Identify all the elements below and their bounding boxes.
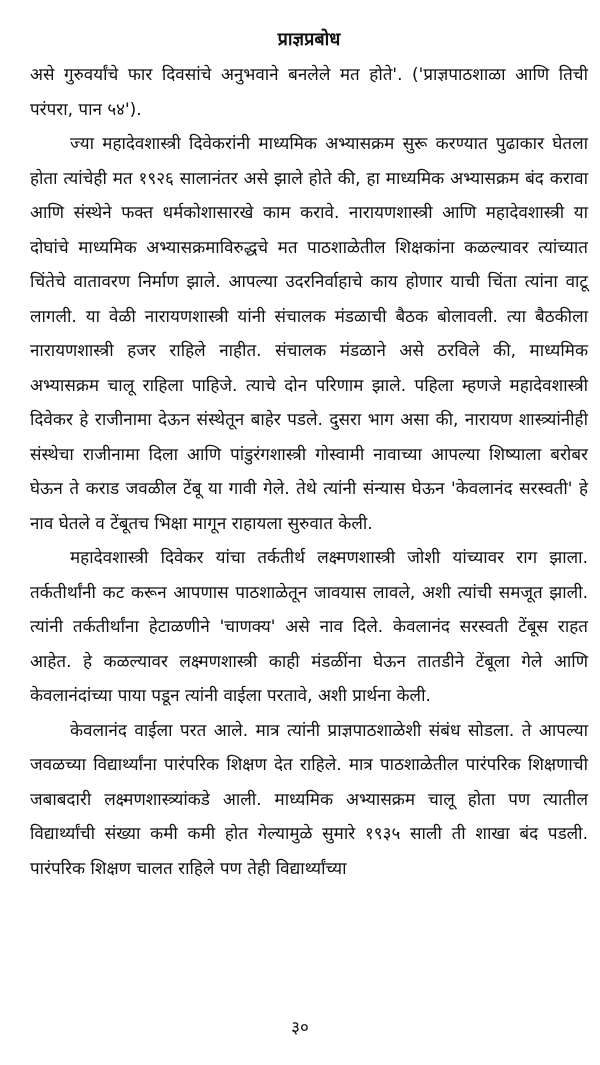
running-head: प्राज्ञप्रबोध bbox=[277, 29, 341, 50]
body-text bbox=[30, 58, 588, 886]
page-number: ३० bbox=[291, 1018, 309, 1038]
paragraph-kevalanand-return: केवलानंद वाईला परत आले. मात्र त्यांनी प्राज्ञपाठशाळेशी संबंध सोडला. ते आपल्या जवळच्या विद्यार्थ्यांना पारंपरिक शिक्षण देत राहिले. मात्र पाठशाळेतील पारंपरिक शिक्षणाची जबाबदारी लक्ष्मणशास्त्र्यांकडे आली. माध्यमिक अभ्यासक्रम चालू होता पण त्यातील विद्यार्थ्यांची संख्या कमी कमी होत गेल्यामुळे सुमारे १९३५ साली ती शाखा बंद पडली. पारंपरिक शिक्षण चालत राहिले पण तेही विद्यार्थ्यांच्या bbox=[30, 720, 588, 879]
paragraph-tarkatirtha: महादेवशास्त्री दिवेकर यांचा तर्कतीर्थ लक्ष्मणशास्त्री जोशी यांच्यावर राग झाला. तर्कतीर्थांनी कट करून आपणास पाठशाळेतून जावयास लावले, अशी त्यांची समजूत झाली. त्यांनी तर्कतीर्थांना हेटाळणीने 'चाणक्य' असे नाव दिले. केवलानंद सरस्वती टेंबूस राहत आहेत. हे कळल्यावर लक्ष्मणशास्त्री काही मंडळींना घेऊन तातडीने टेंबूला गेले आणि केवलानंदांच्या पाया पडून त्यांनी वाईला परतावे, अशी प्रार्थना केली. bbox=[30, 548, 588, 706]
paragraph-mahadevshastri-view: ज्या महादेवशास्त्री दिवेकरांनी माध्यमिक अभ्यासक्रम सुरू करण्यात पुढाकार घेतला होता त्यांचेही मत १९२६ सालानंतर असे झाले होते की, हा माध्यमिक अभ्यासक्रम बंद करावा आणि संस्थेने फक्त धर्मकोशासारखे काम करावे. नारायणशास्त्री आणि महादेवशास्त्री या दोघांचे माध्यमिक अभ्यासक्रमाविरुद्धचे मत पाठशाळेतील शिक्षकांना कळल्यावर त्यांच्यात चिंतेचे वातावरण निर्माण झाले. आपल्या उदरनिर्वाहाचे काय होणार याची चिंता त्यांना वाटू लागली. या वेळी नारायणशास्त्री यांनी संचालक मंडळाची बैठक बोलावली. त्या बैठकीला नारायणशास्त्री हजर राहिले नाहीत. संचालक मंडळाने असे ठरविले की, माध्यमिक अभ्यासक्रम चालू राहिला पाहिजे. त्याचे दोन परिणाम झाले. पहिला म्हणजे महादेवशास्त्री दिवेकर हे राजीनामा देऊन संस्थेतून बाहेर पडले. दुसरा भाग असा की, नारायण शास्त्र्यांनीही संस्थेचा राजीनामा दिला आणि पांडुरंगशास्त्री गोस्वामी नावाच्या आपल्या शिष्याला बरोबर घेऊन ते कराड जवळील टेंबू या गावी गेले. तेथे त्यांनी संन्यास घेऊन 'केवलानंद सरस्वती' हे नाव घेतले व टेंबूतच भिक्षा मागून राहायला सुरुवात केली. bbox=[30, 134, 588, 534]
paragraph-continuation: असे गुरुवर्यांचे फार दिवसांचे अनुभवाने बनलेले मत होते'. ('प्राज्ञपाठशाळा आणि तिची परंपरा, पान ५४'). bbox=[30, 65, 588, 120]
